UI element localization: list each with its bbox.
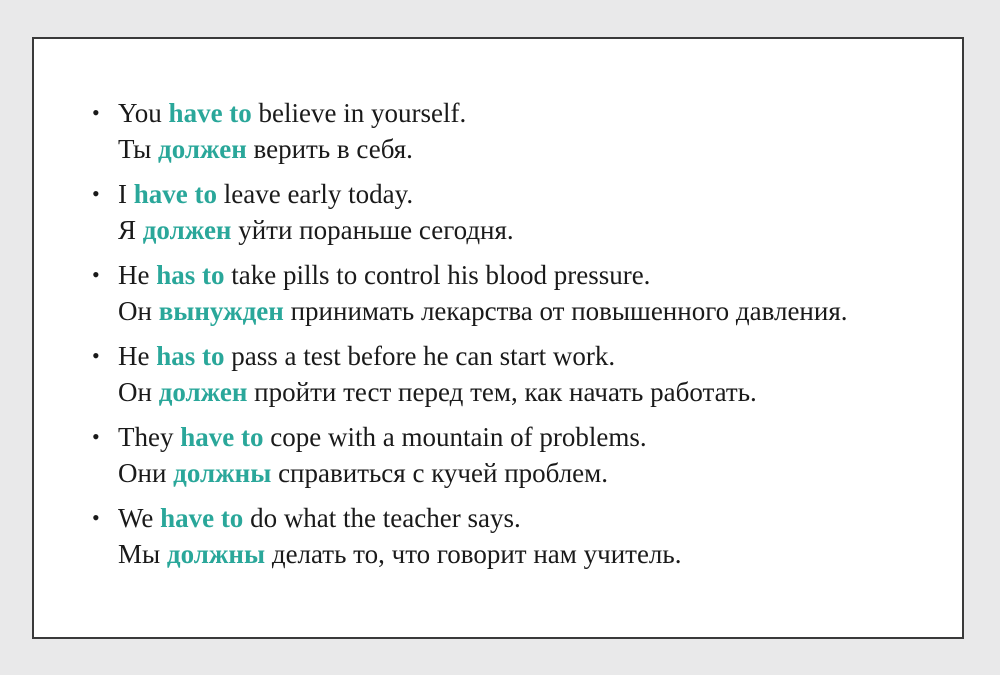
russian-highlight: должны bbox=[166, 539, 266, 569]
english-text: We bbox=[118, 503, 161, 533]
russian-text: Он bbox=[118, 296, 159, 326]
russian-text: Мы bbox=[118, 539, 167, 569]
english-highlight: have to bbox=[133, 179, 217, 209]
english-highlight: have to bbox=[180, 422, 264, 452]
russian-text: принимать лекарства от повышенного давления. bbox=[283, 296, 848, 326]
english-text: do what the teacher says. bbox=[243, 503, 521, 533]
english-text: I bbox=[118, 179, 134, 209]
list-item bbox=[92, 338, 932, 410]
russian-text: пройти тест перед тем, как начать работать. bbox=[247, 377, 757, 407]
russian-text: делать то, что говорит нам учитель. bbox=[265, 539, 682, 569]
russian-text: уйти пораньше сегодня. bbox=[231, 215, 514, 245]
english-highlight: have to bbox=[168, 98, 252, 128]
english-text: take pills to control his blood pressure. bbox=[224, 260, 651, 290]
english-highlight: have to bbox=[160, 503, 244, 533]
bullet-icon: • bbox=[92, 424, 100, 449]
russian-sentence bbox=[118, 536, 932, 572]
english-text: cope with a mountain of problems. bbox=[263, 422, 647, 452]
list-item bbox=[92, 95, 932, 167]
russian-text: Я bbox=[118, 215, 143, 245]
russian-highlight: должен bbox=[142, 215, 232, 245]
russian-sentence bbox=[118, 131, 932, 167]
russian-highlight: должен bbox=[158, 377, 248, 407]
english-sentence bbox=[118, 500, 932, 536]
english-sentence bbox=[118, 257, 932, 293]
bullet-icon: • bbox=[92, 181, 100, 206]
bullet-icon: • bbox=[92, 100, 100, 125]
english-text: He bbox=[118, 260, 157, 290]
russian-text: справиться с кучей проблем. bbox=[271, 458, 608, 488]
english-text: He bbox=[118, 341, 157, 371]
english-text: leave early today. bbox=[217, 179, 414, 209]
list-item bbox=[92, 257, 932, 329]
russian-highlight: вынужден bbox=[158, 296, 284, 326]
russian-highlight: должен bbox=[158, 134, 247, 164]
russian-sentence bbox=[118, 455, 932, 491]
english-sentence bbox=[118, 176, 932, 212]
russian-sentence bbox=[118, 212, 932, 248]
russian-sentence bbox=[118, 374, 932, 410]
english-highlight: has to bbox=[156, 260, 225, 290]
english-sentence bbox=[118, 95, 932, 131]
bullet-icon: • bbox=[92, 505, 100, 530]
russian-text: Он bbox=[118, 377, 159, 407]
russian-text: верить в себя. bbox=[246, 134, 413, 164]
content-card bbox=[32, 37, 964, 639]
list-item bbox=[92, 500, 932, 572]
russian-text: Ты bbox=[118, 134, 159, 164]
russian-highlight: должны bbox=[173, 458, 272, 488]
english-sentence bbox=[118, 338, 932, 374]
russian-text: Они bbox=[118, 458, 174, 488]
english-text: They bbox=[118, 422, 181, 452]
english-sentence bbox=[118, 419, 932, 455]
russian-sentence bbox=[118, 293, 932, 329]
bullet-icon: • bbox=[92, 343, 100, 368]
english-highlight: has to bbox=[156, 341, 225, 371]
english-text: believe in yourself. bbox=[251, 98, 467, 128]
list-item bbox=[92, 176, 932, 248]
english-text: pass a test before he can start work. bbox=[224, 341, 616, 371]
english-text: You bbox=[118, 98, 169, 128]
example-list bbox=[92, 95, 932, 581]
list-item bbox=[92, 419, 932, 491]
bullet-icon: • bbox=[92, 262, 100, 287]
